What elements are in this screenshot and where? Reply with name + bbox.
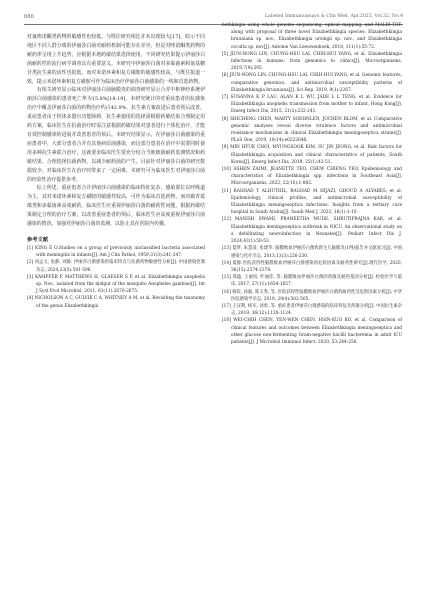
reference-item: [11] RAGHAD T ALHUTHIL, RAGHAD M HIJAZI, GHOUD A ALYABES, et al. Epidemiology, clinical profiles, and antimicrobial susceptibility of Elizabethkingia meningoseptica infections: Insights from a tertiary care hospital in Saudi Arabia[J]. Saudi Med J, 2023, 16(1):1-10. bbox=[222, 188, 402, 216]
reference-item: [7] SUSANNA K P LAU, ALAN K L WU, JADE L L TENG, et al. Evidence for Elizabethkingia anophelis transmission from mother to infant, Hong Kong[J]. Emerg Infect Dis, 2015, 21(2):232-241. bbox=[222, 95, 402, 115]
reference-item: [2] 刘孟文, 张静, 刘静. 伊丽莎白菌感染的临床特点与抗菌药物敏感性分析[J]. 中国感染控制杂志, 2024,23(5):591-596. bbox=[27, 260, 205, 273]
reference-item: [14] 夏静.医院获得性脑膜败血伊丽莎白菌感染的危险因素及耐药性研究[J].现代医学, 2020, 36(15):2374-2378. bbox=[222, 260, 402, 273]
reference-item: [6] JIUN-NONG LIN, CHUNG-HSU LAI, CHIH-HUI YANG, et al. Genomic features, comparative genomics, and antimicrobial susceptibility patterns of Elizabethkingia bruuniana[J]. Sci Rep, 2019, 9(1):2267. bbox=[222, 73, 402, 93]
reference-item: [18] WEI-CHIH CHEN, YEN-WEN CHEN, HSIN-KUO KO, et al. Comparison of clinical features and outcomes between Elizabethkingia meningoseptica and other glucose non-fermenting Gram-negative bacilli bacteremia in adult ICU patients[J]. J Microbiol Immunol Infect, 2020, 53:244-256. bbox=[222, 318, 402, 345]
references-heading: 参考文献 bbox=[27, 236, 49, 243]
reference-item: [10] ASHEN ZAIMI, JEANETTE TEO, CHEW CHIENG YEO, Epidemiology and characteristics of Elizabethkingia spp. infections in Southeast Asia[J]. Microorganisms, 2022, 22(10):1-882. bbox=[222, 167, 402, 187]
reference-item: [4] NICHOLSON A C, GULVIK C A, WHITNEY A M, et al. Revisiting the taxonomy of the genus Elizabethkingia bbox=[27, 296, 205, 309]
right-column bbox=[222, 22, 402, 346]
page-number: 686 bbox=[24, 14, 34, 20]
reference-item: [16] 杨钦, 孙毅, 陈义秀, 等. 医院获得性脑膜败血伊丽莎白菌的耐药性及危险因素分析[J]. 中华医院感染学杂志, 2019, 29(4):502-505. bbox=[222, 289, 402, 302]
body-paragraph: 对氟喹诺酮类药物的敏感性也较低。与既往研究相比并未出现较大[17]，暗示不同地区不同人群分离的伊丽莎白菌对耐药机制可能存在差异，但是对喹诺酮类药物的耐药率呈现上升趋势，应根据本地药敏结果选择使用。不同研究结果提示伊丽莎白菌耐药性的流行病学调查具有重要意义。本研究中伊丽莎白菌对多黏菌素和氨基糖苷类抗生素的活性也很低，而对米诺环素和复方磺胺的敏感性较高，与既往报道一致，提示米诺环素和复方磺胺可作为临床治疗伊丽莎白菌感染的一线和首选药物。 bbox=[27, 34, 205, 85]
reference-item: [12] MANISH SWAMI, PRANEETHA MUDE, SHRUTIPRAJNA KAR, et al. Elizabethkingia meningoseptica outbreak in NICU, An observational study on a debilitating neuroinfection in Neonates[J]. Pediatr Infect Dis J, 2024,43(1):50-53. bbox=[222, 217, 402, 245]
reference-item: [8] SHICHENG CHEN, MARTY SOEHNLEN, JOCHEN BLOM, et al. Comparative genomic analyses reveal diverse virulence factors and antimicrobial resistance mechanisms in clinical Elizabethkingia meningoseptica strains[J]. PLoS One, 2019, 10(14):e0222648. bbox=[222, 116, 402, 144]
reference-item: [1] KING E O.Studies on a group of previously unclassified bacteria associated with meningitis in infants[J]. Am J Clin Pathol, 1959,31(3):241-247. bbox=[27, 245, 205, 259]
body-paragraph: 综上所述，重症患者合并伊丽莎白菌感染的临床特征复杂，感染部位以呼吸道为主，其对米诺环素和复方磺胺的敏感性较高，可作为临床首选药物，而对碳青霉烯类和多黏菌素高度耐药，临床医生应重视伊丽莎白菌的耐药性问题，根据药敏结果制定合理的治疗方案，以改善重症患者的预后。临床医生应高度重视伊丽莎白菌感染的情况，加强对伊丽莎白菌的监测，以防止其在医院内传播。 bbox=[27, 185, 205, 228]
reference-item: [3] KAMPFER P, MATTHEWS H, GLAESER S P, et al. Elizabethkingia anophelis sp. Nov., isolated from the midgut of the mosquito Anopheles gambiae[J]. Int J Syst Evol Microbiol, 2011, 61(11):2670-2675. bbox=[27, 274, 205, 295]
journal-running-title: Labeled Immunoassays & Clin Med, Apr.2025, Vol.32, No.4 bbox=[264, 14, 403, 19]
reference-item: [5] JIUN-NONG LIN, CHUNG-HSU LAI, CHIH-HUI YANG, et al. Elizabethkingia infections in humans: from genomics to clinics[J]. Microorganisms, 2019,7(9):295. bbox=[222, 51, 402, 72]
reference-item: [13] 夏梦, 朱慧清, 张建华. 脑膜败血伊丽莎白菌致新生儿脑膜炎(1例)报告并文献复习[J]. 中国感染与化疗杂志, 2013,13(3):226-230. bbox=[222, 246, 402, 259]
left-column bbox=[27, 33, 205, 310]
reference-item: [15] 郑盛, 王丽凤, 叶丽萍, 等. 脑膜败血伊丽莎白菌的药敏及耐药基因分析[J]. 检验医学与临床, 2017, 27(11):1654-1657. bbox=[222, 275, 402, 288]
body-paragraph: 有相关研究显示临床对伊丽莎白菌脑膜炎的调查研究显示合并中枢神经系统伊丽莎白菌感染的患者死亡率为15.8%[18-19]，本研究统计的对重症患者的抗感染治疗中覆盖伊丽莎白菌的药物治疗约占42.9%，抗生素方案改进后患者预后改善。重症患者由于机体多器官功能障碍，抗生素使用的选择需根据药敏结果合理制定用药方案，临床医生在抗菌治疗时需注意根据药敏结果对患者进行个体化治疗，才能有效控制感染的进展并改善患者的预后。本研究结果显示，在伊丽莎白菌感染的重症患者中，大部分患者合并有其他病原菌感染，而这部分患者在治疗中需要同时使用多种抗生素联合治疗，这就要求临床医生要充分结合当地细菌耐药监测情况和药敏结果，合理选择抗菌药物，以减少耐药菌的产生。目前针对伊丽莎白菌的研究数据较少，对临床医生在治疗时带来了一定困难，本研究可为临床医生对伊丽莎白菌的经验性治疗提供参考。 bbox=[27, 87, 205, 183]
reference-item: [17] 王汉利, 杨军, 刘勇, 等. 重症患者伊丽莎白菌感染的临床特征及药敏分析[J]. 中国抗生素杂志, 2019, 36(12):1120-1124. bbox=[222, 303, 402, 317]
reference-item: bethkingia using whole genome sequencing, optical mapping, and MALDI-TOF, along with proposal of three novel Elizabethkingia species: Elizabethkingia bruuniana sp. nov., Elizabethkingia ursingii sp. nov., and Elizabethkingia occulta sp. nov[J]. Antonie Van Leeuwenhoek, 2018, 111(1):55-72. bbox=[222, 23, 402, 50]
reference-item: [9] MIN HYUK CHOI, MYUNGSOOK KIM, SU JIN JEONG, et al. Risk factors for Elizabethkingia acquisition and clinical characteristics of patients, South Korea[J]. Emerg Infect Dis, 2019, 25(1):42-51. bbox=[222, 145, 402, 165]
